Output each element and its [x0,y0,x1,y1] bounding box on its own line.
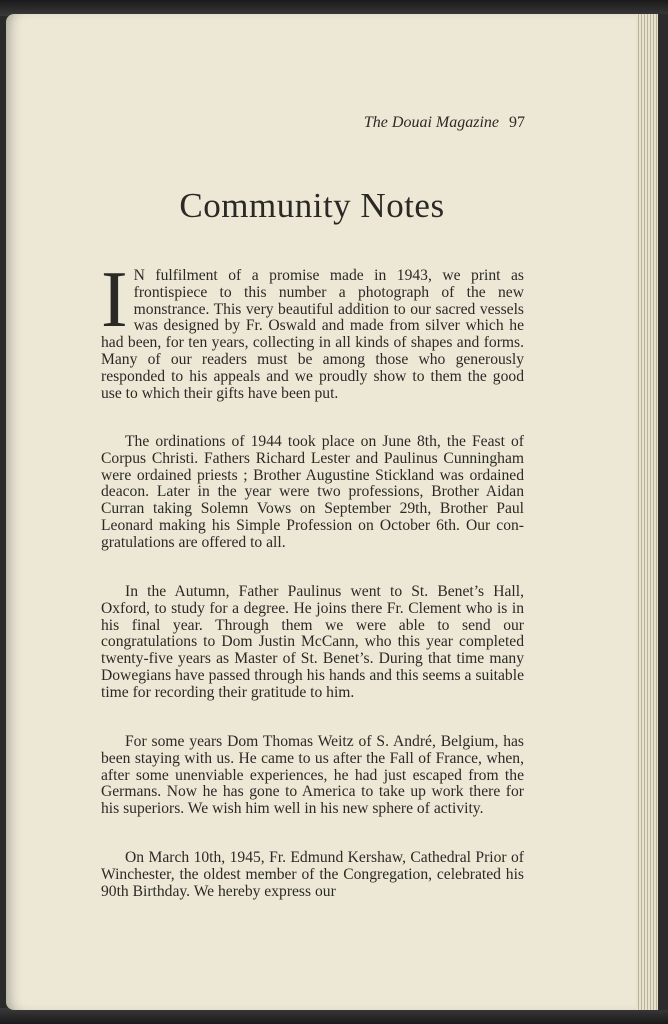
running-head [300,114,525,132]
book-cover-edge [658,14,668,1010]
page-title: Community Notes [179,186,445,225]
book-binding-bottom [0,1008,668,1024]
paragraph-1-text: N fulfilment of a promise made in 1943, we print as frontispiece to this number a photograph of the new monstrance. This very beautiful addition to our sacred vessels was designed by Fr. Oswald and made from silver which he had been, for ten years, collecting in all kinds of shapes and forms. Many of our readers must be among those who generously responded to his appeals and we proudly show to them the good use to which their gifts have been put. [101,267,524,402]
paragraph-3: In the Autumn, Father Paulinus went to St. Benet’s Hall, Oxford, to study for a degree. He joins there Fr. Clement who is in his final year. Through them we were able to send our congratulations to Dom Justin McCann, who this year completed twenty-five years as Master of St. Benet’s. During that time many Dowegians have passed through his hands and this seems a suitable time for recording their gratitude to him. [101,583,524,701]
page-number: 97 [509,114,525,131]
paragraph-5: On March 10th, 1945, Fr. Edmund Kershaw, Cathedral Prior of Winchester, the oldest member of the Congregation, celebrated his 90th Birthday. We hereby express our [101,849,524,900]
paragraph-4: For some years Dom Thomas Weitz of S. André, Belgium, has been staying with us. He came to us after the Fall of France, when, after some unenviable experiences, he had just escaped from the Germans. Now he has gone to America to take up work there for his superiors. We wish him well in his new sphere of activity. [101,733,524,818]
page-edges [636,14,658,1010]
magazine-name: The Douai Magazine [363,114,499,131]
drop-cap: I [101,256,128,344]
paragraph-2: The ordinations of 1944 took place on June 8th, the Feast of Corpus Christi. Fathers Richard Lester and Paulinus Cunningham were ordained priests ; Brother Augustine Stickland was ordained deacon. Later in the year were two professions, Brother Aidan Curran taking Solemn Vows on September 29th, Brother Paul Leonard making his Simple Profession on October 6th. Our congratulations are offered to all. [101,433,524,551]
paragraph-1 [101,256,524,402]
